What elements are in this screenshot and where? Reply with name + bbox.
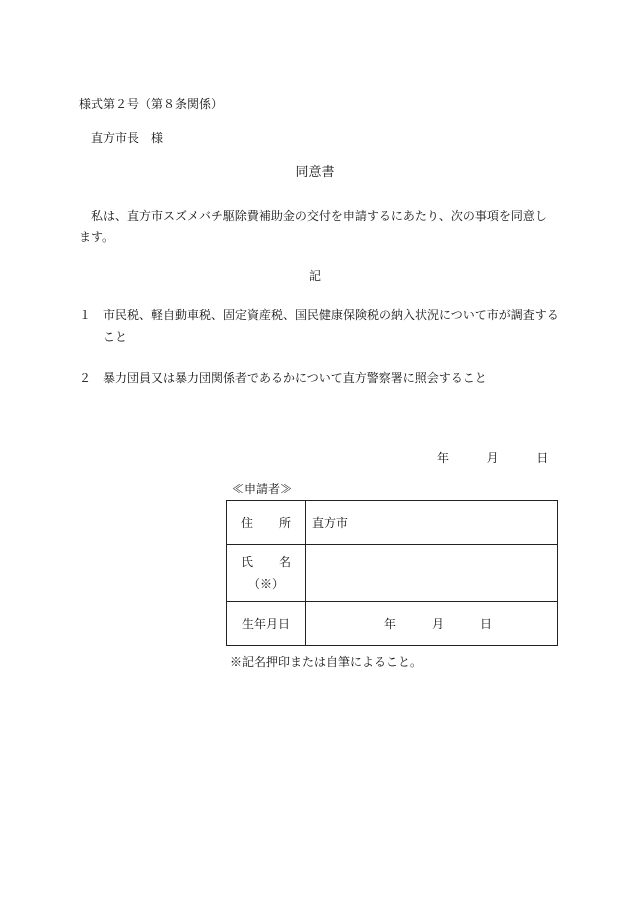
birth-year: 年 [384,617,397,631]
name-label [227,545,306,602]
applicant-section-label: ≪申請者≫ [232,482,293,496]
date-year: 年 [437,451,450,465]
address-label-char-2: 所 [279,516,292,530]
birth-day: 日 [480,617,493,631]
applicant-table [226,500,558,646]
address-row [227,501,558,545]
signature-note: ※記名押印または自筆によること。 [230,655,423,669]
name-field[interactable] [306,545,558,602]
address-label [227,501,306,545]
addressee: 直方市長 様 [91,131,164,145]
date-month: 月 [486,451,499,465]
birthdate-label: 生年月日 [227,602,306,646]
address-field[interactable]: 直方市 [306,501,558,545]
item-number: １ [79,308,92,322]
name-label-char-2: 名 [279,555,292,569]
name-label-char-1: 氏 [240,555,253,569]
birthdate-field[interactable] [306,602,558,646]
consent-item [79,367,559,389]
form-number: 様式第２号（第８条関係） [79,97,224,111]
birthdate-row [227,602,558,646]
birth-month: 月 [432,617,445,631]
item-number: ２ [79,371,92,385]
name-row [227,545,558,602]
date-day: 日 [536,451,549,465]
consent-statement: 私は、直方市スズメバチ駆除費補助金の交付を申請するにあたり、次の事項を同意します。 [79,209,547,244]
consent-item [79,304,559,348]
item-text: 市民税、軽自動車税、固定資産税、国民健康保険税の納入状況について市が調査すること [103,308,559,344]
ki-heading: 記 [308,269,321,283]
date-line [437,450,548,466]
page-title: 同意書 [295,165,335,180]
address-label-char-1: 住 [240,516,253,530]
item-text: 暴力団員又は暴力団関係者であるかについて直方警察署に照会すること [103,371,487,385]
name-label-note: （※） [247,577,284,591]
